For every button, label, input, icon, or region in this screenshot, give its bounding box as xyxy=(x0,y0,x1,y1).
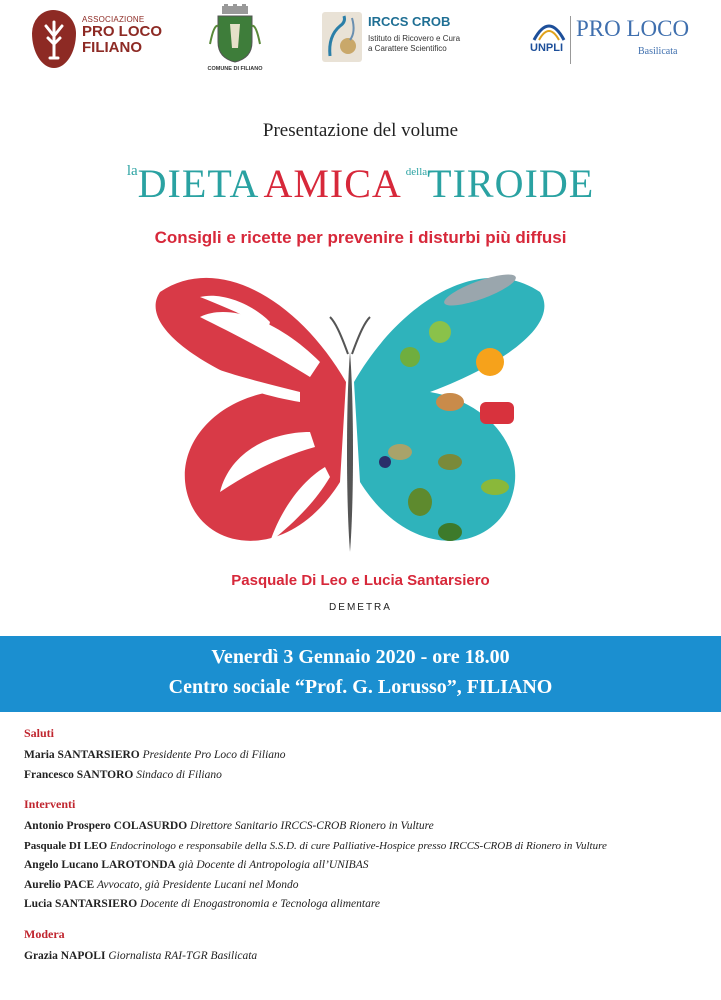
title-la: la xyxy=(126,163,138,179)
speaker-name: Grazia NAPOLI xyxy=(24,949,106,962)
book-subtitle: Consigli e ricette per prevenire i disturbi più diffusi xyxy=(154,228,567,247)
speaker-row xyxy=(24,947,714,967)
left-wing-icon xyxy=(156,278,346,542)
butterfly-illustration xyxy=(150,262,550,562)
speaker-name: Angelo Lucano LAROTONDA xyxy=(24,859,176,871)
speaker-row xyxy=(24,856,714,876)
event-date: Venerdì 3 Gennaio 2020 - ore 18.00 xyxy=(211,646,510,668)
speaker-name: Pasquale DI LEO xyxy=(24,839,108,852)
speaker-role: Docente di Enogastronomia e Tecnologa alimentare xyxy=(140,898,380,910)
logo-divider xyxy=(570,16,571,64)
coat-of-arms-icon xyxy=(200,4,270,64)
speaker-role: Sindaco di Filiano xyxy=(136,768,222,781)
right-wing-food-icon xyxy=(354,269,544,541)
crob-title: IRCCS CROB xyxy=(368,14,451,29)
title-tiroide: TIROIDE xyxy=(427,161,595,206)
unpli-emblem-icon xyxy=(532,18,566,42)
speaker-row xyxy=(24,895,714,915)
event-place: Centro sociale “Prof. G. Lorusso”, FILIANO xyxy=(168,676,553,698)
unpli-proloco-basilicata-logo xyxy=(524,12,704,72)
section-title-interventi: Interventi xyxy=(24,797,76,811)
speaker-row xyxy=(24,837,714,857)
speaker-row xyxy=(24,817,714,837)
speaker-name: Aurelio PACE xyxy=(24,878,95,891)
crob-subtitle-2: a Carattere Scientifico xyxy=(368,44,447,53)
speaker-row xyxy=(24,746,714,766)
comune-filiano-logo xyxy=(200,4,270,78)
section-title-saluti: Saluti xyxy=(24,726,55,740)
speaker-role: Giornalista RAI-TGR Basilicata xyxy=(108,949,258,962)
speaker-name: Maria SANTARSIERO xyxy=(24,749,140,761)
crob-subtitle-1: Istituto di Ricovero e Cura xyxy=(368,34,461,43)
unpli-label: UNPLI xyxy=(530,42,563,54)
speaker-name: Francesco SANTORO xyxy=(24,768,134,781)
speaker-role: Endocrinologo e responsabile della S.S.D. di cure Palliative-Hospice presso IRCCS-CROB di Rionero in Vulture xyxy=(109,839,607,852)
title-della: della xyxy=(405,166,428,178)
speaker-row xyxy=(24,766,714,786)
speaker-name: Antonio Prospero COLASURDO xyxy=(24,820,188,832)
pro-loco-name: PRO LOCO xyxy=(82,23,163,41)
speaker-row xyxy=(24,876,714,896)
authors: Pasquale Di Leo e Lucia Santarsiero xyxy=(231,572,490,589)
speaker-role: già Docente di Antropologia all’UNIBAS xyxy=(178,859,369,871)
book-title xyxy=(0,160,721,207)
event-band xyxy=(0,636,721,712)
title-dieta: DIETA xyxy=(137,161,260,206)
comune-caption: COMUNE DI FILIANO xyxy=(207,66,263,72)
crob-emblem-icon xyxy=(322,12,362,62)
speaker-role: Direttore Sanitario IRCCS-CROB Rionero in Vulture xyxy=(190,820,434,832)
pro-loco-assoc-label: ASSOCIAZIONE xyxy=(82,15,145,24)
section-title-modera: Modera xyxy=(24,926,65,941)
pro-loco-emblem-icon xyxy=(32,10,76,68)
pro-loco-town: FILIANO xyxy=(82,39,142,57)
speaker-role: Avvocato, già Presidente Lucani nel Mondo xyxy=(97,878,299,891)
pro-loco-filiano-logo xyxy=(32,10,192,72)
speaker-role: Presidente Pro Loco di Filiano xyxy=(142,749,286,761)
speaker-name: Lucia SANTARSIERO xyxy=(24,898,138,910)
unpli-proloco-label: PRO LOCO xyxy=(576,16,690,41)
unpli-region-label: Basilicata xyxy=(638,46,678,57)
program xyxy=(24,726,714,966)
title-amica: AMICA xyxy=(263,161,402,206)
presentation-heading: Presentazione del volume xyxy=(262,120,459,141)
irccs-crob-logo xyxy=(322,12,462,64)
publisher-logo: DEMETRA xyxy=(329,602,392,613)
